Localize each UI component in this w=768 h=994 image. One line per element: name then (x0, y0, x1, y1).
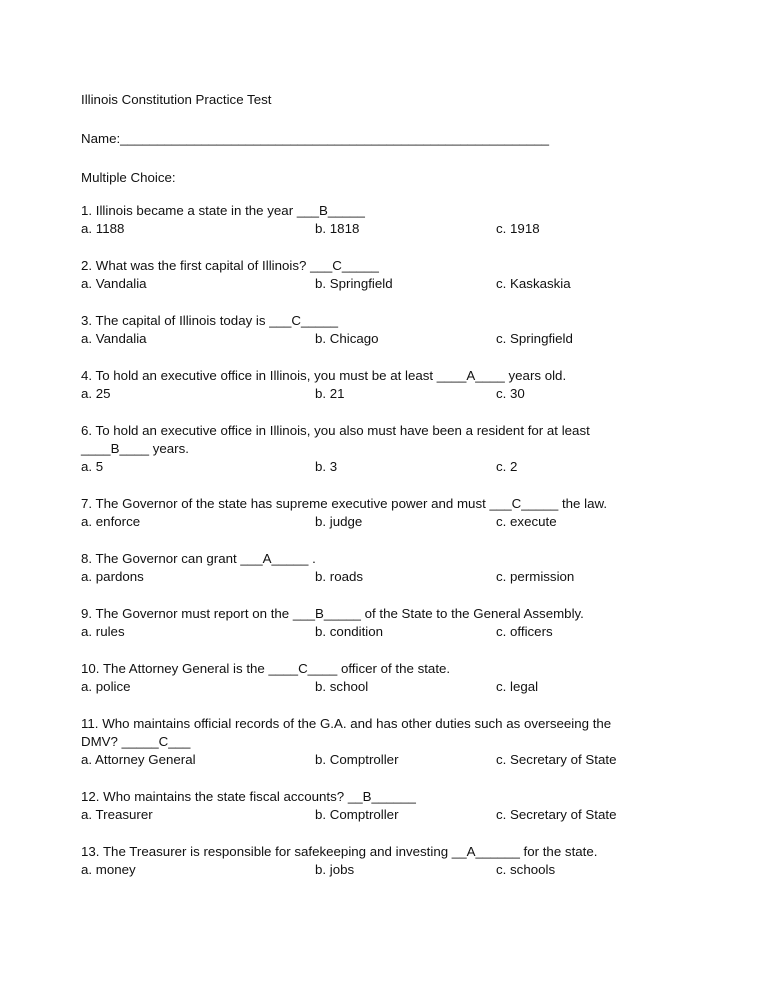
q6-option-c: c. 2 (496, 459, 518, 474)
q7-option-b: b. judge (315, 514, 363, 529)
question-7: 7. The Governor of the state has supreme executive power and must ___C_____ the law. (81, 496, 608, 511)
q8-option-a: a. pardons (81, 569, 144, 584)
q11-option-b: b. Comptroller (315, 752, 399, 767)
question-11: 11. Who maintains official records of the G.A. and has other duties such as overseeing the (81, 716, 612, 731)
question-2: 2. What was the first capital of Illinois? ___C_____ (81, 258, 379, 273)
q7-option-c: c. execute (496, 514, 557, 529)
q10-option-a: a. police (81, 679, 131, 694)
section-heading: Multiple Choice: (81, 170, 176, 185)
q4-option-a: a. 25 (81, 386, 111, 401)
q9-option-c: c. officers (496, 624, 553, 639)
q9-option-a: a. rules (81, 624, 125, 639)
question-12: 12. Who maintains the state fiscal accounts? __B______ (81, 789, 416, 804)
document-title: Illinois Constitution Practice Test (81, 92, 272, 107)
q10-option-c: c. legal (496, 679, 539, 694)
q13-option-c: c. schools (496, 862, 556, 877)
q7-option-a: a. enforce (81, 514, 141, 529)
q12-option-b: b. Comptroller (315, 807, 399, 822)
question-4: 4. To hold an executive office in Illinois, you must be at least ____A____ years old. (81, 368, 567, 383)
q4-option-c: c. 30 (496, 386, 525, 401)
q1-option-c: c. 1918 (496, 221, 540, 236)
q13-option-a: a. money (81, 862, 136, 877)
question-9: 9. The Governor must report on the ___B_____ of the State to the General Assembly. (81, 606, 584, 621)
question-1: 1. Illinois became a state in the year ___B_____ (81, 203, 365, 218)
q8-option-c: c. permission (496, 569, 575, 584)
q9-option-b: b. condition (315, 624, 384, 639)
q10-option-b: b. school (315, 679, 369, 694)
question-11-continued: DMV? _____C___ (81, 734, 191, 749)
q2-option-b: b. Springfield (315, 276, 393, 291)
question-6-continued: ____B____ years. (81, 441, 189, 456)
q11-option-c: c. Secretary of State (496, 752, 617, 767)
q11-option-a: a. Attorney General (81, 752, 196, 767)
q12-option-c: c. Secretary of State (496, 807, 617, 822)
q8-option-b: b. roads (315, 569, 364, 584)
q6-option-b: b. 3 (315, 459, 338, 474)
question-3: 3. The capital of Illinois today is ___C_____ (81, 313, 338, 328)
question-8: 8. The Governor can grant ___A_____ . (81, 551, 316, 566)
q6-option-a: a. 5 (81, 459, 104, 474)
name-field-line: Name:__________________________________________________________ (81, 131, 550, 146)
question-6: 6. To hold an executive office in Illinois, you also must have been a resident for at least (81, 423, 590, 438)
q3-option-c: c. Springfield (496, 331, 573, 346)
q12-option-a: a. Treasurer (81, 807, 153, 822)
q1-option-a: a. 1188 (81, 221, 125, 236)
question-10: 10. The Attorney General is the ____C____ officer of the state. (81, 661, 451, 676)
q3-option-a: a. Vandalia (81, 331, 147, 346)
q13-option-b: b. jobs (315, 862, 355, 877)
q4-option-b: b. 21 (315, 386, 345, 401)
question-13: 13. The Treasurer is responsible for safekeeping and investing __A______ for the state. (81, 844, 598, 859)
q2-option-c: c. Kaskaskia (496, 276, 571, 291)
q3-option-b: b. Chicago (315, 331, 379, 346)
q2-option-a: a. Vandalia (81, 276, 147, 291)
q1-option-b: b. 1818 (315, 221, 360, 236)
